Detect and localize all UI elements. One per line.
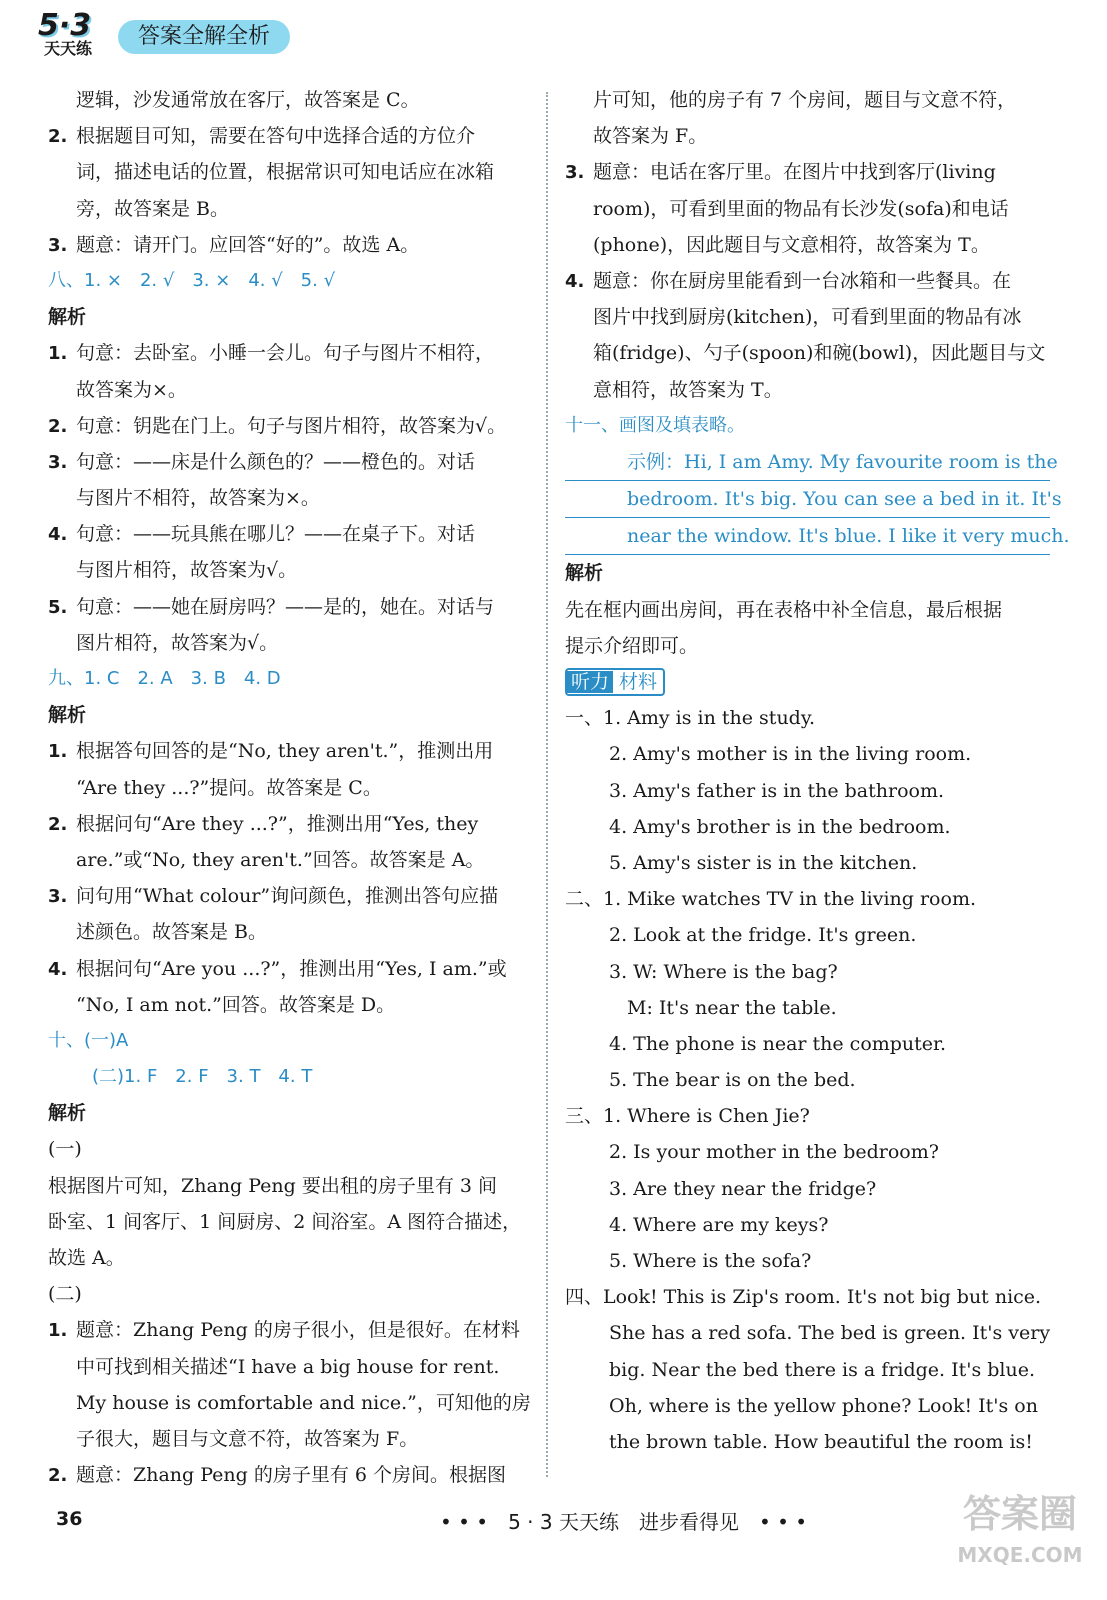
line-text: My house is comfortable and nice.”，可知他的房 (76, 1391, 531, 1414)
line-text: 解析 (48, 1102, 87, 1125)
line-text: 子很大，题目与文意不符，故答案为 F。 (76, 1427, 419, 1450)
text-line (48, 806, 528, 842)
text-line (48, 733, 528, 769)
line-text: 根据答句回答的是“No, they aren't.”，推测出用 (76, 740, 494, 763)
text-line (565, 1243, 1050, 1279)
text-line (48, 1095, 528, 1131)
text-line (565, 1098, 1050, 1134)
line-text: 句意：去卧室。小睡一会儿。句子与图片不相符， (76, 342, 495, 365)
text-line (48, 118, 528, 154)
tag-part: 听力 (567, 671, 613, 693)
line-text: 4. Where are my keys? (609, 1213, 829, 1236)
line-text: 4. The phone is near the computer. (609, 1032, 947, 1055)
text-line (48, 408, 528, 444)
line-text: 根据题目可知，需要在答句中选择合适的方位介 (76, 125, 476, 148)
text-line (48, 1131, 528, 1167)
text-line (48, 697, 528, 733)
item-number: 1. (48, 1320, 68, 1342)
text-line (565, 664, 1050, 700)
text-line (48, 589, 528, 625)
line-text: 3. W: Where is the bag? (609, 960, 838, 983)
logo-subtext: 天天练 (44, 39, 93, 58)
line-text: Oh, where is the yellow phone? Look! It's on (609, 1394, 1038, 1417)
text-line (565, 845, 1050, 881)
text-line (48, 878, 528, 914)
text-line (48, 987, 528, 1023)
item-number: 4. (565, 270, 585, 292)
line-text: near the window. It's blue. I like it very much. (627, 525, 1070, 548)
line-text: 九、1. C 2. A 3. B 4. D (48, 668, 281, 689)
watermark-line2: MXQE.COM (957, 1543, 1083, 1567)
line-text: 2. Look at the fridge. It's green. (609, 924, 917, 947)
line-text: 2. Amy's mother is in the living room. (609, 743, 972, 766)
line-text: 示例：Hi, I am Amy. My favourite room is the (627, 450, 1058, 473)
line-text: 句意：——床是什么颜色的？——橙色的。对话 (76, 450, 476, 473)
item-number: 3. (48, 451, 68, 473)
line-text: 故答案为×。 (76, 378, 187, 401)
line-text: “No, I am not.”回答。故答案是 D。 (76, 993, 396, 1016)
text-line (48, 154, 528, 190)
text-line (565, 335, 1050, 371)
line-text: 解析 (48, 704, 87, 727)
line-text: 四、Look! This is Zip's room. It's not big but nice. (565, 1286, 1042, 1309)
text-line (565, 372, 1050, 408)
line-text: 提示介绍即可。 (565, 634, 699, 657)
text-line (48, 335, 528, 371)
text-line (565, 408, 1050, 444)
line-text: (二)1. F 2. F 3. T 4. T (92, 1066, 313, 1088)
line-text: 根据问句“Are you ...?”，推测出用“Yes, I am.”或 (76, 957, 507, 980)
text-line (565, 518, 1070, 555)
item-number: 3. (48, 234, 68, 256)
text-line (565, 1388, 1050, 1424)
text-line (48, 1457, 528, 1493)
line-text: room)，可看到里面的物品有长沙发(sofa)和电话 (593, 197, 1009, 220)
text-line (48, 1023, 528, 1059)
brand-logo (38, 6, 114, 62)
line-text: 十一、画图及填表略。 (565, 414, 745, 436)
text-line (565, 592, 1050, 628)
text-line (565, 917, 1050, 953)
text-line (48, 1240, 528, 1276)
item-number: 2. (48, 126, 68, 148)
text-line (48, 1168, 528, 1204)
text-line (565, 881, 1050, 917)
line-text: 3. Are they near the fridge? (609, 1177, 877, 1200)
line-text: big. Near the bed there is a fridge. It's blue. (609, 1358, 1036, 1381)
text-line (565, 154, 1050, 190)
item-number: 2. (48, 1465, 68, 1487)
line-text: 故答案为 F。 (593, 125, 708, 148)
text-line (48, 1204, 528, 1240)
line-text: 解析 (48, 306, 87, 329)
line-text: 句意：——玩具熊在哪儿？——在桌子下。对话 (76, 523, 476, 546)
line-text: 八、1. × 2. √ 3. × 4. √ 5. √ (48, 269, 336, 291)
listening-material-tag (565, 668, 665, 696)
text-line (48, 552, 528, 588)
line-text: 5. Amy's sister is in the kitchen. (609, 851, 918, 874)
text-line (48, 299, 528, 335)
text-line (48, 1276, 528, 1312)
line-text: (一) (48, 1138, 82, 1161)
text-line (565, 118, 1050, 154)
text-line (48, 191, 528, 227)
text-line (565, 1134, 1050, 1170)
line-text: 题意：你在厨房里能看到一台冰箱和一些餐具。在 (593, 269, 1012, 292)
text-line (565, 1171, 1050, 1207)
line-text: 4. Amy's brother is in the bedroom. (609, 815, 951, 838)
line-text: 题意：请开门。应回答“好的”。故选 A。 (76, 233, 420, 256)
line-text: 与图片相符，故答案为√。 (76, 559, 298, 582)
line-text: 片可知，他的房子有 7 个房间，题目与文意不符， (593, 89, 1017, 111)
line-text: 根据问句“Are they ...?”，推测出用“Yes, they (76, 812, 479, 835)
line-text: 句意：——她在厨房吗？——是的，她在。对话与 (76, 595, 495, 618)
line-text: 三、1. Where is Chen Jie? (565, 1105, 810, 1128)
text-line (48, 516, 528, 552)
page-header (0, 0, 1107, 70)
text-line (48, 444, 528, 480)
item-number: 4. (48, 524, 68, 546)
text-line (48, 842, 528, 878)
item-number: 3. (48, 886, 68, 908)
text-line (565, 773, 1050, 809)
section-banner: 答案全解全析 (118, 20, 290, 54)
footer-slogan: • • • 5 · 3 天天练 进步看得见 • • • (440, 1510, 808, 1534)
item-number: 2. (48, 415, 68, 437)
right-column (565, 82, 1070, 1460)
logo-text: 5·3 (38, 8, 92, 43)
text-line (48, 263, 528, 299)
page-number: 36 (56, 1508, 83, 1530)
line-text: 述颜色。故答案是 B。 (76, 921, 268, 944)
item-number: 2. (48, 813, 68, 835)
text-line (565, 82, 1050, 118)
line-text: She has a red sofa. The bed is green. It's very (609, 1322, 1051, 1345)
text-line (48, 1421, 528, 1457)
line-text: 词，描述电话的位置，根据常识可知电话应在冰箱 (76, 161, 495, 184)
line-text: 箱(fridge)、勺子(spoon)和碗(bowl)，因此题目与文 (593, 342, 1046, 365)
text-line (48, 951, 528, 987)
text-line (48, 1059, 528, 1095)
text-line (565, 954, 1050, 990)
line-text: 与图片不相符，故答案为×。 (76, 487, 320, 510)
text-line (48, 1349, 528, 1385)
line-text: 题意：Zhang Peng 的房子很小，但是很好。在材料 (76, 1319, 520, 1342)
text-line (48, 480, 528, 516)
line-text: (二) (48, 1283, 82, 1306)
line-text: 先在框内画出房间，再在表格中补全信息，最后根据 (565, 598, 1003, 621)
text-line (48, 770, 528, 806)
line-text: 旁，故答案是 B。 (76, 197, 230, 220)
line-text: (phone)，因此题目与文意相符，故答案为 T。 (593, 233, 990, 256)
line-text: are.”或“No, they aren't.”回答。故答案是 A。 (76, 848, 485, 871)
text-line (48, 82, 528, 118)
item-number: 3. (565, 162, 585, 184)
line-text: 3. Amy's father is in the bathroom. (609, 779, 945, 802)
left-column (48, 82, 531, 1493)
watermark-line1: 答案圈 (962, 1492, 1077, 1536)
text-line (565, 990, 1050, 1026)
line-text: 一、1. Amy is in the study. (565, 707, 816, 730)
text-line (565, 700, 1050, 736)
item-number: 5. (48, 596, 68, 618)
text-line (565, 736, 1050, 772)
text-line (565, 1279, 1050, 1315)
text-line (48, 372, 528, 408)
line-text: 5. Where is the sofa? (609, 1250, 812, 1272)
text-line (565, 1207, 1050, 1243)
line-text: 卧室、1 间客厅、1 间厨房、2 间浴室。A 图符合描述， (48, 1210, 522, 1233)
item-number: 4. (48, 958, 68, 980)
text-line (565, 1062, 1050, 1098)
text-line (565, 191, 1050, 227)
text-line (48, 227, 528, 263)
line-text: 中可找到相关描述“I have a big house for rent. (76, 1355, 500, 1378)
item-number: 1. (48, 343, 68, 365)
line-text: the brown table. How beautiful the room is! (609, 1430, 1033, 1453)
line-text: 意相符，故答案为 T。 (593, 378, 783, 401)
text-line (565, 628, 1050, 664)
item-number: 1. (48, 741, 68, 763)
line-text: 十、(一)A (48, 1029, 129, 1051)
line-text: bedroom. It's big. You can see a bed in it. It's (627, 488, 1062, 511)
line-text: 二、1. Mike watches TV in the living room. (565, 888, 976, 911)
text-line (565, 1424, 1050, 1460)
text-line (565, 299, 1050, 335)
line-text: 解析 (565, 562, 604, 585)
text-line (565, 263, 1050, 299)
text-line (48, 914, 528, 950)
text-line (565, 1315, 1050, 1351)
page-footer (0, 1500, 1107, 1540)
text-line (565, 481, 1062, 518)
line-text: M: It's near the table. (627, 996, 837, 1019)
line-text: 题意：Zhang Peng 的房子里有 6 个房间。根据图 (76, 1464, 506, 1487)
text-line (48, 661, 528, 697)
line-text: “Are they ...?”提问。故答案是 C。 (76, 776, 382, 799)
text-line (565, 809, 1050, 845)
tag-part: 材料 (619, 671, 658, 693)
text-line (48, 1385, 531, 1421)
line-text: 图片中找到厨房(kitchen)，可看到里面的物品有冰 (593, 306, 1022, 329)
line-text: 问句用“What colour”询问颜色，推测出答句应描 (76, 885, 499, 908)
text-line (565, 1352, 1050, 1388)
line-text: 题意：电话在客厅里。在图片中找到客厅(living (593, 161, 996, 184)
line-text: 句意：钥匙在门上。句子与图片相符，故答案为√。 (76, 414, 507, 437)
text-line (565, 227, 1050, 263)
line-text: 5. The bear is on the bed. (609, 1069, 856, 1092)
text-line (48, 625, 528, 661)
text-line (48, 1312, 528, 1348)
line-text: 逻辑，沙发通常放在客厅，故答案是 C。 (76, 89, 420, 111)
line-text: 根据图片可知，Zhang Peng 要出租的房子里有 3 间 (48, 1174, 497, 1197)
line-text: 故选 A。 (48, 1247, 125, 1269)
line-text: 图片相符，故答案为√。 (76, 631, 279, 654)
column-divider (546, 92, 548, 1477)
line-text: 2. Is your mother in the bedroom? (609, 1141, 939, 1164)
watermark (950, 1488, 1090, 1583)
text-line (565, 444, 1058, 481)
text-line (565, 555, 1050, 591)
text-line (565, 1026, 1050, 1062)
